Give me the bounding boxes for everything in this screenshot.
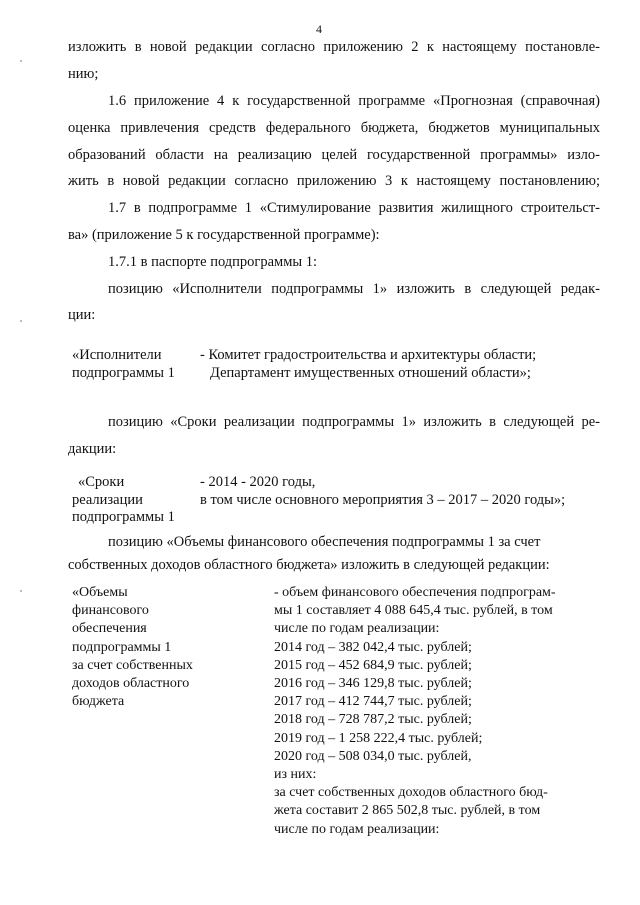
funding-label-line: финансового xyxy=(72,603,149,619)
paragraph-line: образований области на реализацию целей государственной программы» изло- xyxy=(68,147,600,163)
funding-value-line: числе по годам реализации: xyxy=(274,821,440,837)
paragraph-line: собственных доходов областного бюджета» изложить в следующей редакции: xyxy=(68,557,550,573)
funding-label-line: за счет собственных xyxy=(72,657,193,673)
terms-label-line: «Сроки xyxy=(78,474,125,490)
funding-label-line: «Объемы xyxy=(72,585,128,600)
scan-mark xyxy=(20,320,22,322)
funding-value xyxy=(274,584,556,839)
executors-value xyxy=(200,347,536,382)
paragraph-line: оценка привлечения средств федерального бюджета, бюджетов муниципальных xyxy=(68,120,600,136)
paragraph-line: позицию «Сроки реализации подпрограммы 1» изложить в следующей ре- xyxy=(108,414,600,430)
funding-label-line: доходов областного xyxy=(72,676,190,692)
paragraph-line: 1.7.1 в паспорте подпрограммы 1: xyxy=(108,254,318,270)
paragraph-line: ва» (приложение 5 к государственной программе): xyxy=(68,227,380,243)
executors-label-line: подпрограммы 1 xyxy=(72,364,175,381)
funding-value-line: 2020 год – 508 034,0 тыс. рублей, xyxy=(274,748,472,764)
executors-value-line: - Комитет градостроительства и архитектуры области; xyxy=(200,347,537,363)
paragraph-line: жить в новой редакции согласно приложению 3 к настоящему постановлению; xyxy=(68,173,600,189)
paragraph-line: ции: xyxy=(68,307,96,323)
funding-value-line: мы 1 составляет 4 088 645,4 тыс. рублей, в том xyxy=(274,603,553,619)
funding-label-line: бюджета xyxy=(72,694,125,710)
terms-label xyxy=(72,474,175,527)
funding-value-line: 2019 год – 1 258 222,4 тыс. рублей; xyxy=(274,730,483,746)
terms-value xyxy=(200,474,565,509)
funding-value-line: 2016 год – 346 129,8 тыс. рублей; xyxy=(274,676,472,692)
funding-value-line: 2014 год – 382 042,4 тыс. рублей; xyxy=(274,639,472,655)
funding-value-line: - объем финансового обеспечения подпрограм- xyxy=(274,585,556,600)
paragraph-line: позицию «Исполнители подпрограммы 1» изложить в следующей редак- xyxy=(108,281,600,297)
paragraph-line: позицию «Объемы финансового обеспечения подпрограммы 1 за счет xyxy=(108,534,541,550)
funding-value-line: 2017 год – 412 744,7 тыс. рублей; xyxy=(274,694,472,710)
scan-mark xyxy=(20,590,22,592)
funding-value-line: за счет собственных доходов областного бюд- xyxy=(274,785,548,801)
paragraph-line: 1.7 в подпрограмме 1 «Стимулирование развития жилищного строительст- xyxy=(108,200,600,216)
funding-value-line: 2015 год – 452 684,9 тыс. рублей; xyxy=(274,657,472,673)
funding-label xyxy=(72,584,193,711)
funding-value-line: 2018 год – 728 787,2 тыс. рублей; xyxy=(274,712,472,728)
funding-value-line: из них: xyxy=(274,767,317,783)
paragraph-line: изложить в новой редакции согласно приложению 2 к настоящему постановле- xyxy=(68,39,600,55)
terms-value-line: - 2014 - 2020 годы, xyxy=(200,474,316,490)
paragraph-line: дакции: xyxy=(68,441,117,457)
funding-value-line: жета составит 2 865 502,8 тыс. рублей, в том xyxy=(274,803,541,819)
paragraph-line: 1.6 приложение 4 к государственной программе «Прогнозная (справочная) xyxy=(108,93,600,109)
funding-value-line: числе по годам реализации: xyxy=(274,621,440,637)
paragraph-line: нию; xyxy=(68,66,99,82)
scan-mark xyxy=(20,60,22,62)
executors-label xyxy=(72,347,175,382)
executors-value-line: Департамент имущественных отношений области»; xyxy=(210,364,531,381)
page-number: 4 xyxy=(316,22,322,36)
executors-label-line: «Исполнители xyxy=(72,347,162,363)
funding-label-line: обеспечения xyxy=(72,621,147,637)
funding-label-line: подпрограммы 1 xyxy=(72,639,172,655)
terms-label-line: подпрограммы 1 xyxy=(72,509,175,525)
terms-value-line: в том числе основного мероприятия 3 – 2017 – 2020 годы»; xyxy=(200,491,566,508)
terms-label-line: реализации xyxy=(72,491,143,508)
